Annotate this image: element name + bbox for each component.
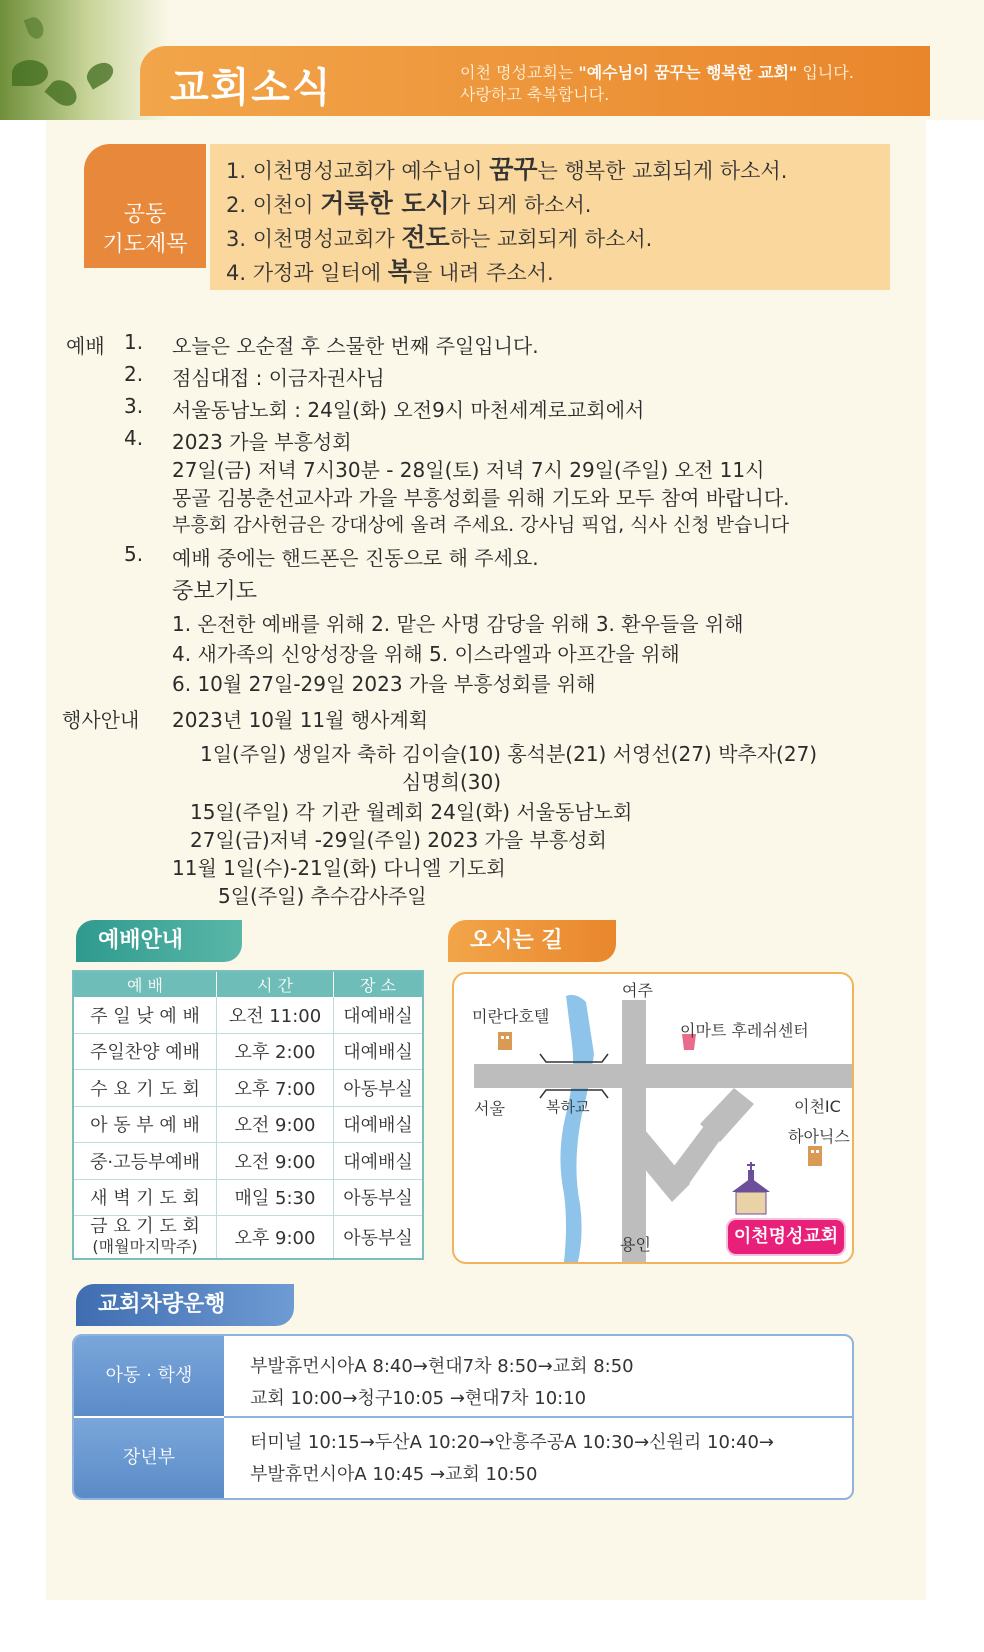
service-name: 아 동 부 예 배	[73, 1106, 217, 1143]
bus-route: 교회 10:00→청구10:05 →현대7차 10:10	[250, 1388, 587, 1409]
table-row	[73, 1216, 423, 1259]
prayer-item-text: 2. 이천이	[226, 193, 321, 217]
prayer-item-text: 1. 이천명성교회가 예수님이	[226, 159, 490, 183]
leaf-decoration	[12, 60, 48, 86]
directions-map	[452, 972, 854, 1264]
worship-item-number: 5.	[124, 542, 144, 566]
service-name	[73, 1216, 217, 1259]
prayer-item	[226, 252, 554, 288]
service-place: 아동부실	[334, 1179, 424, 1216]
prayer-item-text: 하는 교회되게 하소서.	[449, 227, 653, 251]
table-row	[73, 1070, 423, 1107]
intercession-item: 1. 온전한 예배를 위해 2. 맡은 사명 감당을 위해 3. 환우들을 위해	[172, 612, 744, 636]
worship-item-text: 서울동남노회 : 24일(화) 오전9시 마천세계로교회에서	[172, 398, 645, 422]
prayer-item	[226, 218, 652, 254]
worship-item-text: 2023 가을 부흥성회	[172, 430, 352, 454]
event-line: 15일(주일) 각 기관 월례회 24일(화) 서울동남노회	[190, 800, 633, 824]
event-line: 1일(주일) 생일자 축하 김이슬(10) 홍석분(21) 서영선(27) 박추자(27)	[200, 742, 818, 766]
table-row	[73, 1179, 423, 1216]
schedule-tab: 예배안내	[76, 920, 242, 962]
worship-item-number: 1.	[124, 330, 144, 354]
prayer-item-text: 가 되게 하소서.	[449, 193, 592, 217]
service-place: 아동부실	[334, 1070, 424, 1107]
service-name-main: 금 요 기 도 회	[90, 1216, 200, 1238]
table-row	[73, 1106, 423, 1143]
bus-group-children	[74, 1336, 224, 1418]
events-title: 2023년 10월 11월 행사계획	[172, 708, 429, 732]
map-label-miranda: 미란다호텔	[472, 1007, 550, 1026]
prayer-item	[226, 184, 591, 220]
schedule-header-row	[73, 971, 423, 997]
event-line: 5일(주일) 추수감사주일	[218, 884, 427, 908]
map-label-yeoju: 여주	[622, 981, 653, 1000]
service-place: 아동부실	[343, 1228, 413, 1250]
prayer-item-emphasis: 전도	[401, 223, 450, 252]
service-name: 주일찬양 예배	[73, 1033, 217, 1070]
bus-group-name: 장년부	[122, 1447, 176, 1468]
map-label-seoul: 서울	[474, 1099, 505, 1118]
service-place: 대예배실	[334, 1143, 424, 1180]
service-name: 수 요 기 도 회	[73, 1070, 217, 1107]
road-diagonal-tail	[668, 1126, 720, 1188]
map-label-yongin: 용인	[620, 1235, 651, 1254]
prayer-item-emphasis: 복	[387, 257, 412, 286]
schedule-header: 시 간	[217, 971, 334, 997]
church-icon	[732, 1162, 770, 1214]
worship-item-number: 2.	[124, 362, 144, 386]
service-name-note: (매월마지막주)	[92, 1237, 198, 1257]
prayer-item-emphasis: 거룩한 도시	[320, 189, 450, 218]
leaf-decoration	[44, 75, 81, 111]
schedule-table	[72, 970, 424, 1260]
service-place: 대예배실	[334, 997, 424, 1033]
slogan-text: 이천 명성교회는	[460, 63, 579, 82]
worship-item-text: 점심대접 : 이금자권사님	[172, 366, 385, 390]
intercession-item: 4. 새가족의 신앙성장을 위해 5. 이스라엘과 아프간을 위해	[172, 642, 680, 666]
worship-item-text: 예배 중에는 핸드폰은 진동으로 해 주세요.	[172, 546, 539, 570]
bus-route: 터미널 10:15→두산A 10:20→안흥주공A 10:30→신원리 10:40→	[250, 1432, 774, 1453]
intercession-title: 중보기도	[172, 579, 258, 604]
worship-item-text: 27일(금) 저녁 7시30분 - 28일(토) 저녁 7시 29일(주일) 오전 11시	[172, 458, 765, 482]
service-time: 오후 9:00	[217, 1216, 334, 1259]
prayer-item-text: 는 행복한 교회되게 하소서.	[537, 159, 788, 183]
worship-item-text: 부흥회 감사헌금은 강대상에 올려 주세요. 강사님 픽업, 식사 신청 받습니다	[172, 514, 790, 536]
worship-item-number: 4.	[124, 426, 144, 450]
prayer-item-text: 4. 가정과 일터에	[226, 261, 388, 285]
prayer-item-text: 3. 이천명성교회가	[226, 227, 402, 251]
prayer-item	[226, 150, 787, 186]
worship-item-text: 몽골 김봉춘선교사과 가을 부흥성회를 위해 기도와 모두 참여 바랍니다.	[172, 486, 790, 510]
leaf-decoration	[24, 15, 47, 41]
service-time: 매일 5:30	[217, 1179, 334, 1216]
map-label-bokha: 복하교	[546, 1098, 590, 1116]
leaf-decoration	[83, 58, 117, 89]
prayer-topics-tag	[84, 144, 206, 268]
page-title: 교회소식	[170, 65, 333, 111]
service-time: 오전 9:00	[217, 1106, 334, 1143]
prayer-tag-line1: 공동	[123, 202, 167, 227]
prayer-item-text: 을 내려 주소서.	[411, 261, 554, 285]
worship-item-number: 3.	[124, 394, 144, 418]
slogan-emphasis: "예수님이 꿈꾸는 행복한 교회"	[578, 63, 798, 82]
service-name: 주 일 낮 예 배	[73, 997, 217, 1033]
river	[560, 995, 594, 1262]
bus-group-name: 아동 · 학생	[105, 1365, 193, 1386]
service-place: 대예배실	[334, 1106, 424, 1143]
service-name: 새 벽 기 도 회	[73, 1179, 217, 1216]
table-row	[73, 1033, 423, 1070]
prayer-item-emphasis: 꿈꾸	[489, 155, 538, 184]
map-label-church: 이천명성교회	[726, 1218, 846, 1256]
service-time: 오후 7:00	[217, 1070, 334, 1107]
events-label: 행사안내	[62, 708, 140, 732]
bus-tab: 교회차량운행	[76, 1284, 294, 1326]
service-time: 오후 2:00	[217, 1033, 334, 1070]
schedule-header: 장 소	[334, 971, 424, 997]
service-name: 중·고등부예배	[73, 1143, 217, 1180]
bus-route: 부발휴먼시아A 10:45 →교회 10:50	[250, 1464, 538, 1485]
table-row	[73, 997, 423, 1033]
intercession-item: 6. 10월 27일-29일 2023 가을 부흥성회를 위해	[172, 672, 596, 696]
table-row	[73, 1143, 423, 1180]
building-icon	[498, 1032, 512, 1050]
worship-label: 예배	[66, 334, 105, 358]
event-line: 11월 1일(수)-21일(화) 다니엘 기도회	[172, 856, 506, 880]
slogan-text-end: 입니다.	[797, 63, 854, 82]
building-icon	[808, 1146, 822, 1166]
event-line: 27일(금)저녁 -29일(주일) 2023 가을 부흥성회	[190, 828, 607, 852]
bus-divider	[224, 1416, 852, 1418]
schedule-header: 예 배	[73, 971, 217, 997]
road-horizontal	[474, 1064, 852, 1088]
slogan-line2: 사랑하고 축복합니다.	[460, 85, 610, 104]
map-label-emart: 이마트 후레쉬센터	[680, 1021, 809, 1040]
directions-tab: 오시는 길	[448, 920, 616, 962]
bus-schedule	[72, 1334, 854, 1500]
event-line: 심명희(30)	[402, 770, 502, 794]
bus-group-adults	[74, 1418, 224, 1498]
service-time: 오전 9:00	[217, 1143, 334, 1180]
prayer-tag-line2: 기도제목	[102, 232, 188, 257]
header-slogan	[460, 62, 854, 106]
worship-item-text: 오늘은 오순절 후 스물한 번째 주일입니다.	[172, 334, 539, 358]
bus-route: 부발휴먼시아A 8:40→현대7차 8:50→교회 8:50	[250, 1356, 634, 1377]
map-label-hainix: 하아닉스	[788, 1127, 850, 1146]
map-label-icheon-ic: 이천IC	[794, 1097, 841, 1116]
header-banner	[0, 0, 984, 120]
service-time: 오전 11:00	[217, 997, 334, 1033]
service-place: 대예배실	[334, 1033, 424, 1070]
